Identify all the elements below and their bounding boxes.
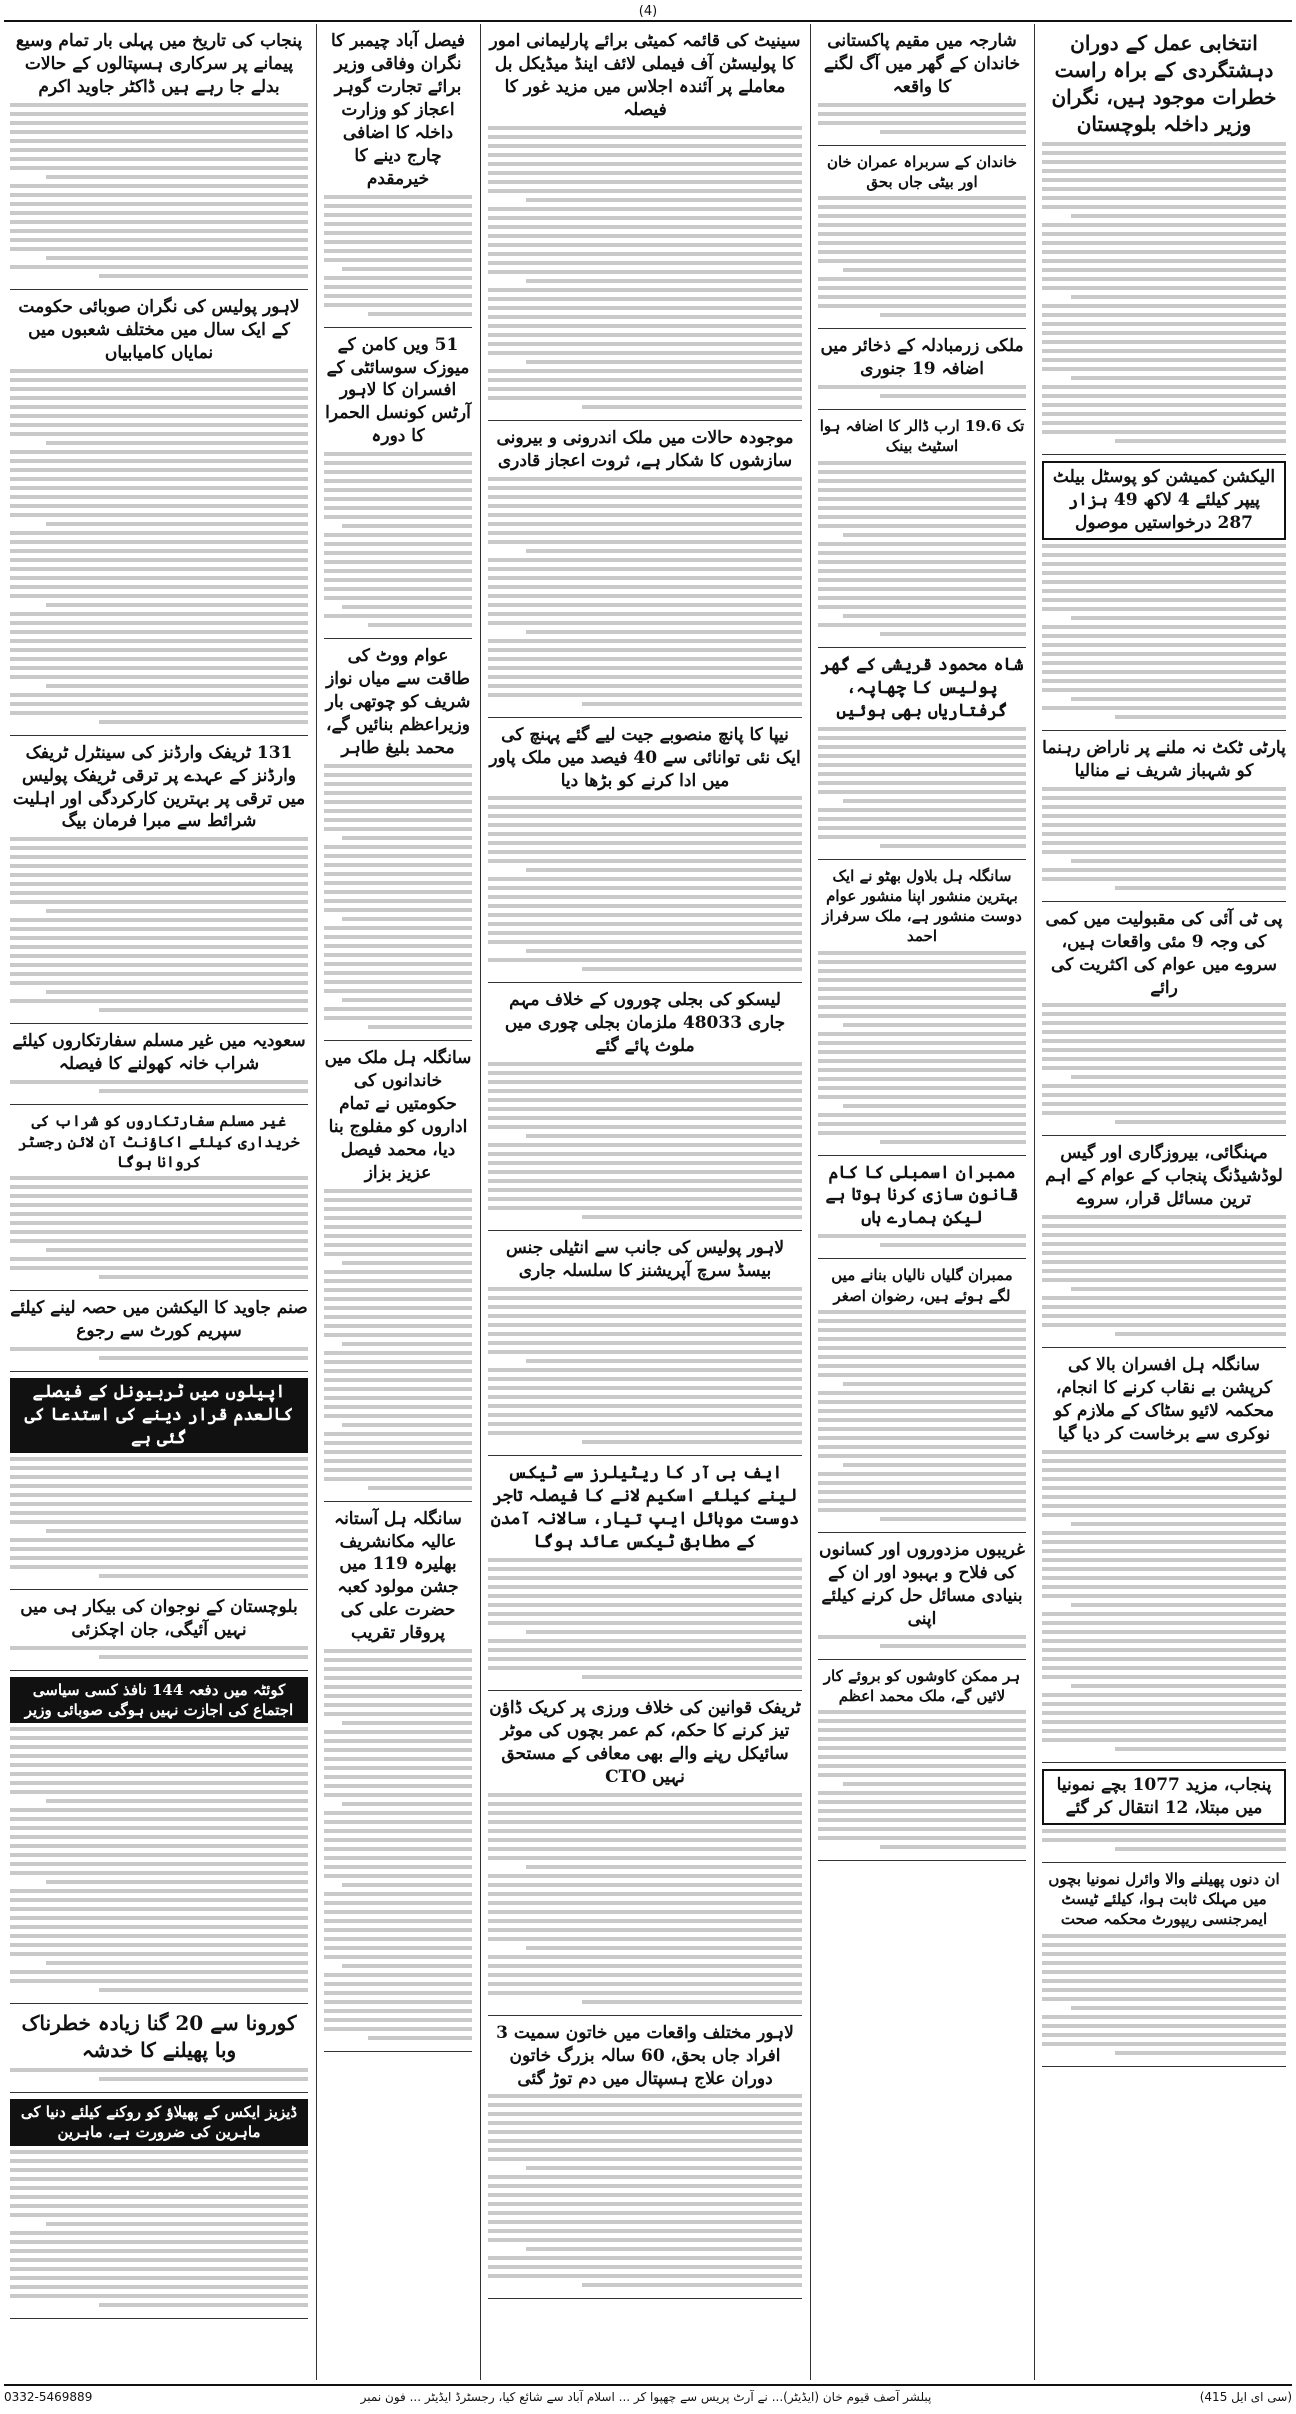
story-body-text — [488, 1793, 802, 2004]
story-headline: غریبوں مزدوروں اور کسانوں کی فلاح و بہبود اور ان کے بنیادی مسائل حل کرنے کیلئے اپنی — [819, 1539, 1025, 1629]
story-headline: سانگلہ ہل بلاول بھٹو نے ایک بہترین منشور اپنا منشور عوام دوست منشور ہے، ملک سرفراز احمد — [822, 866, 1022, 946]
story-body-text — [10, 103, 308, 278]
news-story — [324, 1041, 472, 1502]
story-body-text — [818, 1710, 1026, 1849]
story-headline: پارٹی ٹکٹ نہ ملنے پر ناراض رہنما کو شہباز شریف نے منالیا — [1042, 737, 1286, 781]
story-headline: لیسکو کی بجلی چوروں کے خلاف مہم جاری 48033 ملزمان بجلی چوری میں ملوث پائے گئے — [504, 990, 786, 1057]
story-headline: سانگلہ ہل افسران بالا کی کرپشن بے نقاب کرنے کا انجام، محکمہ لائیو سٹاک کے ملازم کو نوکری سے برخاست کر دیا گیا — [1054, 1355, 1274, 1445]
story-body-text — [1042, 1215, 1286, 1336]
story-body-text — [1042, 1934, 1286, 2055]
column-3 — [482, 24, 808, 2380]
story-body-text — [1042, 1003, 1286, 1124]
story-headline: پنجاب، مزید 1077 بچے نمونیا میں مبتلا، 12 انتقال کر گئے — [1042, 1769, 1286, 1825]
story-body-text — [818, 385, 1026, 398]
news-story — [488, 718, 802, 984]
column-4 — [318, 24, 478, 2380]
story-headline: موجودہ حالات میں ملک اندرونی و بیرونی سازشوں کا شکار ہے، ثروت اعجاز قادری — [496, 427, 794, 471]
news-story — [488, 2016, 802, 2300]
news-story — [1042, 1348, 1286, 1763]
column-divider — [480, 24, 481, 2380]
story-headline: خاندان کے سربراہ عمران خان اور بیٹی جاں بحق — [826, 152, 1018, 192]
news-story — [1042, 1863, 1286, 2067]
news-story — [818, 410, 1026, 648]
story-body-text — [1042, 1450, 1286, 1751]
story-body-text — [10, 2150, 308, 2307]
story-body-text — [324, 452, 472, 627]
column-divider — [1034, 24, 1035, 2380]
story-headline: ممبران گلیاں نالیاں بنانے میں لگے ہوئے ہیں، رضوان اصغر — [831, 1266, 1013, 1305]
story-body-text — [488, 477, 802, 706]
news-story — [488, 983, 802, 1231]
story-headline: سعودیہ میں غیر مسلم سفارتکاروں کیلئے شراب خانہ کھولنے کا فیصلہ — [12, 1031, 306, 1075]
story-body-text — [1042, 142, 1286, 443]
news-story — [818, 648, 1026, 860]
story-headline: فیصل آباد چیمبر کا نگران وفاقی وزیر برائے تجارت گوہر اعجاز کو وزارت داخلہ کا اضافی چارج دینے کا خیرمقدم — [330, 31, 466, 189]
story-body-text — [818, 461, 1026, 636]
story-body-text — [10, 1457, 308, 1578]
footer-publisher: پبلشر آصف قیوم خان (ایڈیٹر)... نے آرٹ پریس سے چھپوا کر ... اسلام آباد سے شائع کیا، رجسٹرڈ ایڈیٹر ... فون نمبر — [360, 2390, 932, 2404]
top-rule — [4, 20, 1292, 22]
story-body-text — [488, 126, 802, 409]
news-story — [1042, 1136, 1286, 1348]
story-body-text — [488, 1062, 802, 1219]
story-headline: پنجاب کی تاریخ میں پہلی بار تمام وسیع پیمانے پر سرکاری ہسپتالوں کے حالات بدلے جا رہے ہیں ڈاکٹر جاوید اکرم — [15, 31, 303, 97]
news-story — [324, 24, 472, 328]
story-headline: سینیٹ کی قائمہ کمیٹی برائے پارلیمانی امور کا پولیسٹن آف فیملی لائف اینڈ میڈیکل بل معاملے پر آئندہ اجلاس میں مزید غور کا فیصلہ — [489, 31, 801, 120]
story-headline: 51 ویں کامن کے میوزک سوسائٹی کے افسران کا لاہور آرٹس کونسل الحمرا کا دورہ — [325, 334, 471, 447]
story-body-text — [10, 369, 308, 724]
imprint-footer — [4, 2384, 1292, 2404]
news-story — [488, 1456, 802, 1691]
story-headline: سانگلہ ہل ملک میں خاندانوں کی حکومتیں نے تمام اداروں کو مفلوج بنا دیا، محمد فیصل عزیز بزاز — [324, 1047, 472, 1183]
story-headline: ممبران اسمبلی کا کام قانون سازی کرنا ہوتا ہے لیکن ہمارے ہاں — [825, 1162, 1019, 1229]
story-headline: بلوچستان کے نوجوان کی بیکار ہی میں نہیں آئیگی، جان اچکزئی — [20, 1596, 298, 1640]
column-divider — [316, 24, 317, 2380]
news-story — [10, 1372, 308, 1590]
story-body-text — [818, 1635, 1026, 1648]
news-story — [818, 24, 1026, 146]
news-story — [818, 1533, 1026, 1660]
news-story — [324, 328, 472, 640]
story-headline: ملکی زرمبادلہ کے ذخائر میں اضافہ 19 جنوری — [820, 336, 1024, 380]
footer-code: (سی ای ایل 415) — [1199, 2390, 1292, 2404]
story-body-text — [10, 1080, 308, 1093]
story-headline: ان دنوں پھیلنے والا وائرل نمونیا بچوں میں مہلک ثابت ہوا، کیلئے ٹیسٹ ایمرجنسی ریپورٹ محکمہ صحت — [1048, 1869, 1280, 1929]
column-divider — [810, 24, 811, 2380]
story-headline: 131 ٹریفک وارڈنز کی سینٹرل ٹریفک وارڈنز کے عہدے پر ترقی ٹریفک پولیس میں ترقی پر بہترین کارکردگی اور اہلیت شرائط سے مبرا فرمان بیگ — [12, 742, 306, 832]
story-body-text — [818, 103, 1026, 134]
story-headline: ہر ممکن کاوشوں کو بروئے کار لائیں گے، ملک محمد اعظم — [823, 1666, 1021, 1705]
story-headline: ڈیزیز ایکس کے پھیلاؤ کو روکنے کیلئے دنیا کی ماہرین کی ضرورت ہے، ماہرین — [10, 2099, 308, 2146]
story-headline: لاہور پولیس کی جانب سے انٹیلی جنس بیسڈ سرچ آپریشنز کا سلسلہ جاری — [505, 1238, 785, 1282]
news-story — [1042, 902, 1286, 1137]
news-story — [10, 2004, 308, 2093]
story-headline: ٹریفک قوانین کی خلاف ورزی پر کریک ڈاؤن تیز کرنے کا حکم، کم عمر بچوں کی موٹر سائیکل رپنے والے بھی معافی کے مستحق نہیں CTO — [489, 1697, 801, 1787]
story-body-text — [10, 2068, 308, 2081]
news-story — [10, 1024, 308, 1105]
news-story — [10, 1105, 308, 1291]
news-story — [818, 1660, 1026, 1862]
story-body-text — [488, 1558, 802, 1679]
story-headline: لاہور پولیس کی نگران صوبائی حکومت کے ایک سال میں مختلف شعبوں میں نمایاں کامیابیاں — [18, 296, 300, 363]
story-body-text — [324, 764, 472, 1029]
news-story — [818, 1259, 1026, 1533]
story-body-text — [324, 1189, 472, 1490]
news-story — [818, 146, 1026, 330]
news-story — [1042, 24, 1286, 455]
story-body-text — [1042, 787, 1286, 890]
news-story — [10, 24, 308, 290]
story-body-text — [10, 1176, 308, 1279]
news-story — [488, 1231, 802, 1456]
story-headline: سانگلہ ہل آستانہ عالیہ مکانشریف بھلیرہ 119 میں جشن مولود کعبہ حضرت علی کی پروقار تقریب — [334, 1508, 462, 1644]
story-headline: مہنگائی، بیروزگاری اور گیس لوڈشیڈنگ پنجاب کے عوام کے اہم ترین مسائل قرار، سروے — [1045, 1143, 1283, 1210]
story-body-text — [488, 796, 802, 971]
story-body-text — [1042, 544, 1286, 719]
story-body-text — [324, 1649, 472, 2040]
news-story — [10, 1291, 308, 1372]
story-headline: نیپا کا پانچ منصوبے جیت لیے گئے پہنچ کی ایک نئی توانائی سے 40 فیصد میں ملک پاور میں ادا کرنے کو بڑھا دیا — [489, 724, 801, 791]
story-body-text — [818, 727, 1026, 848]
story-body-text — [488, 2094, 802, 2287]
story-headline: انتخابی عمل کے دوران دہشتگردی کے براہ راست خطرات موجود ہیں، نگران وزیر داخلہ بلوچستان — [1051, 31, 1277, 136]
story-body-text — [10, 1347, 308, 1360]
story-body-text — [10, 1727, 308, 1992]
story-headline: عوام ووٹ کی طاقت سے میاں نواز شریف کو چوتھی بار وزیراعظم بنائیں گے، محمد بلیغ طاہر — [325, 646, 471, 758]
story-headline: شارجہ میں مقیم پاکستانی خاندان کے گھر میں آگ لگنے کا واقعہ — [823, 31, 1021, 97]
column-2 — [812, 24, 1032, 2380]
news-story — [488, 421, 802, 718]
story-headline: پی ٹی آئی کی مقبولیت میں کمی کی وجہ 9 مئی واقعات ہیں، سروے میں عوام کی اکثریت کی رائے — [1045, 908, 1283, 998]
news-story — [1042, 1763, 1286, 1863]
story-headline: الیکشن کمیشن کو پوسٹل بیلٹ پیپر کیلئے 4 لاکھ 49 ہزار 287 درخواستیں موصول — [1042, 461, 1286, 540]
story-body-text — [324, 195, 472, 316]
column-5 — [4, 24, 314, 2380]
story-body-text — [818, 1310, 1026, 1521]
news-story — [10, 1590, 308, 1671]
story-body-text — [488, 1287, 802, 1444]
story-body-text — [818, 196, 1026, 317]
story-body-text — [10, 837, 308, 1012]
story-headline: لاہور مختلف واقعات میں خاتون سمیت 3 افراد جاں بحق، 60 سالہ بزرگ خاتون دوران علاج ہسپتال میں دم توڑ گئی — [496, 2022, 794, 2089]
story-headline: اپیلوں میں ٹربیونل کے فیصلے کالعدم قرار دینے کی استدعا کی گئی ہے — [10, 1378, 308, 1453]
story-headline: کوئٹہ میں دفعہ 144 نافذ کسی سیاسی اجتماع کی اجازت نہیں ہوگی صوبائی وزیر — [10, 1677, 308, 1724]
story-body-text — [818, 951, 1026, 1144]
page-number: (4) — [638, 4, 658, 19]
story-headline: تک 19.6 ارب ڈالر کا اضافہ ہوا اسٹیٹ بینک — [819, 417, 1025, 456]
story-body-text — [10, 1646, 308, 1659]
column-1 — [1036, 24, 1292, 2380]
news-story — [10, 290, 308, 736]
news-story — [10, 1671, 308, 2005]
news-story — [818, 1156, 1026, 1260]
story-headline: کورونا سے 20 گنا زیادہ خطرناک وبا پھیلنے کا خدشہ — [21, 2011, 297, 2063]
news-story — [818, 329, 1026, 410]
story-headline: شاہ محمود قریشی کے گھر پولیس کا چھاپہ، گرفتاریاں بھی ہوئیں — [820, 654, 1024, 721]
news-story — [324, 1502, 472, 2053]
news-story — [488, 1691, 802, 2016]
news-story — [10, 736, 308, 1025]
news-story — [324, 639, 472, 1041]
story-headline: ایف بی آر کا ریٹیلرز سے ٹیکس لینے کیلئے اسکیم لانے کا فیصلہ تاجر دوست موبائل ایپ تیار، سالانہ آمدن کے مطابق ٹیکس عائد ہوگا — [490, 1463, 800, 1552]
news-story — [488, 24, 802, 421]
story-body-text — [818, 1234, 1026, 1247]
story-headline: صنم جاوید کا الیکشن میں حصہ لینے کیلئے سپریم کورٹ سے رجوع — [10, 1298, 308, 1341]
story-body-text — [1042, 1829, 1286, 1851]
news-story — [1042, 731, 1286, 902]
story-headline: غیر مسلم سفارتکاروں کو شراب کی خریداری کیلئے اکاؤنٹ آن لائن رجسٹر کروانا ہوگا — [18, 1112, 300, 1171]
news-story — [818, 860, 1026, 1156]
news-story — [10, 2093, 308, 2319]
news-story — [1042, 455, 1286, 731]
footer-phone: 0332-5469889 — [4, 2390, 93, 2404]
